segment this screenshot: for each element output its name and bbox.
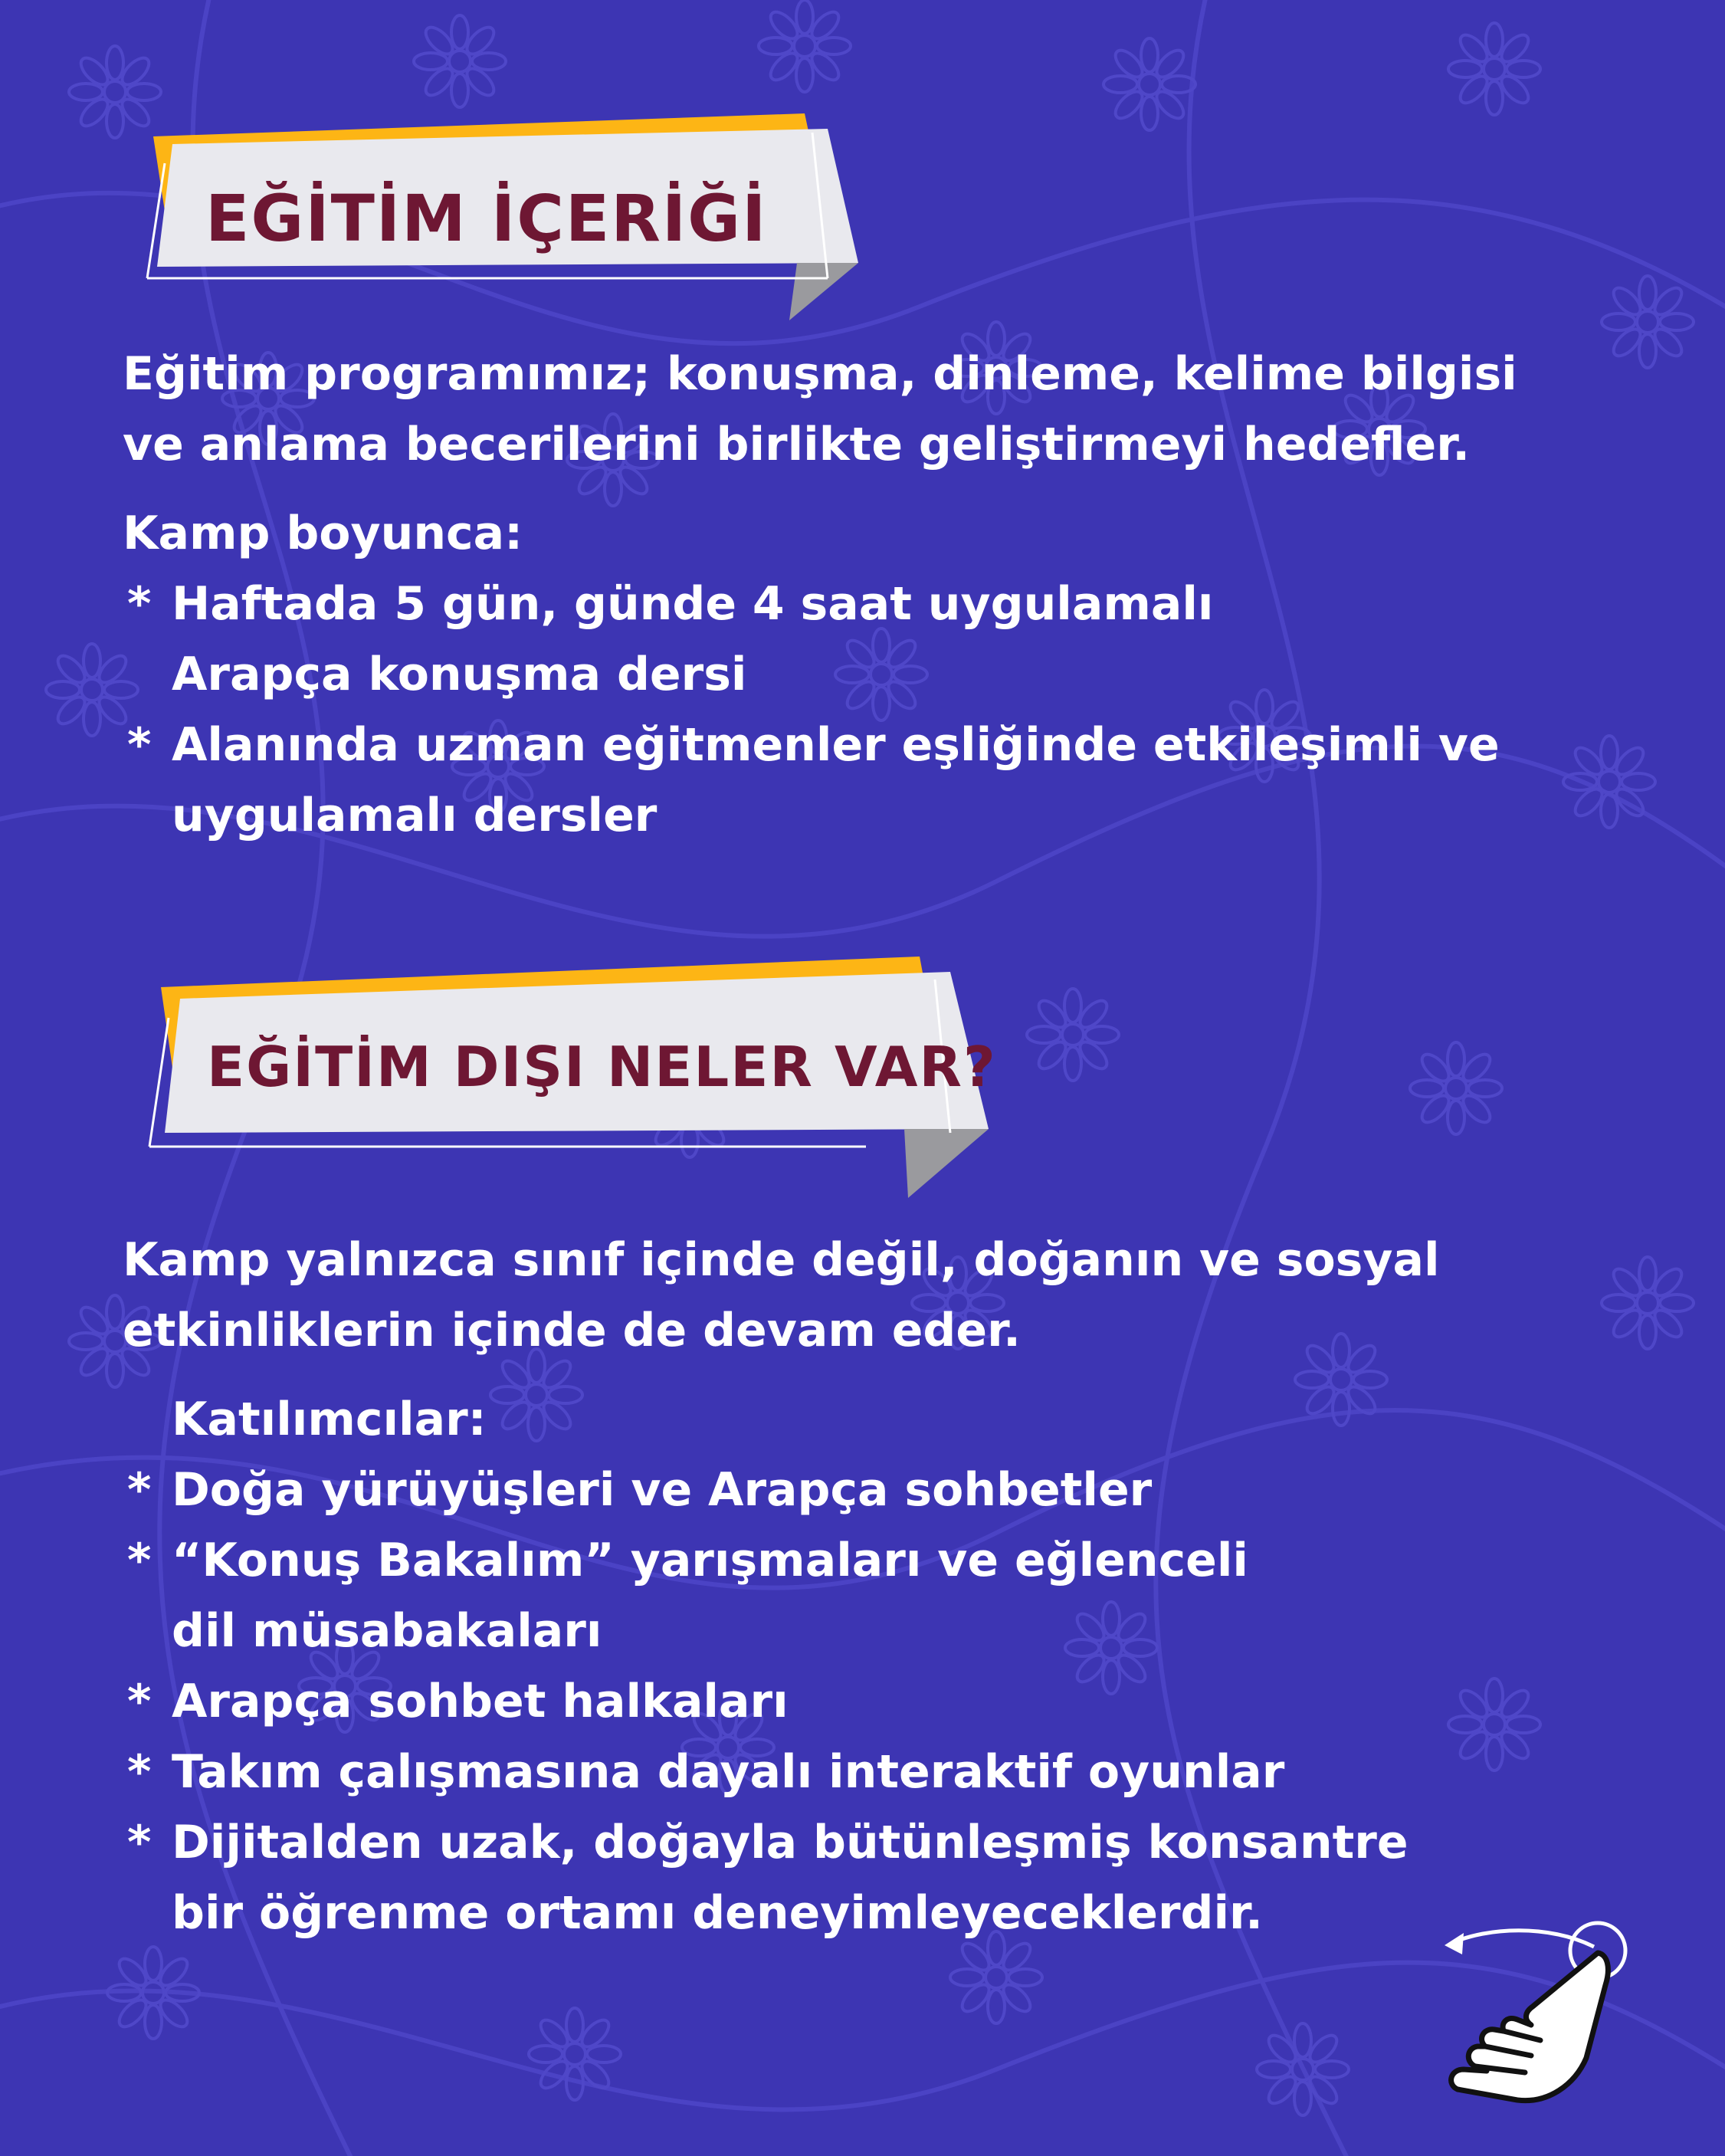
list-item [123, 710, 1500, 851]
pattern-petal [1141, 97, 1158, 130]
list-heading: Katılımcılar: [172, 1393, 487, 1446]
list-item-line: dil müsabakaları [172, 1604, 602, 1658]
pattern-petal [1448, 61, 1482, 77]
pattern-petal [1294, 2023, 1311, 2057]
bullet-marker: * [127, 1534, 152, 1587]
pattern-petal [107, 1295, 123, 1329]
pattern-petal [472, 53, 506, 70]
pattern-petal [1486, 23, 1503, 57]
list-item-line: uygulamalı dersler [172, 789, 658, 842]
bullet-marker: * [127, 1675, 152, 1728]
list-item-line: Arapça sohbet halkaları [172, 1675, 789, 1728]
pattern-flower [1139, 74, 1160, 95]
pattern-petal [1257, 2061, 1290, 2078]
pattern-flower [1599, 771, 1620, 793]
list-item-line: Alanında uzman eğitmenler eşliğinde etkileşimli ve [172, 718, 1500, 772]
list-item [123, 1807, 1409, 1948]
pattern-petal [69, 84, 103, 100]
pattern-petal [1507, 61, 1540, 77]
pattern-flower [794, 35, 815, 57]
bullet-marker: * [127, 577, 152, 631]
list-item [123, 1455, 1409, 1525]
pattern-petal [1104, 76, 1137, 93]
list-item [123, 1737, 1409, 1807]
pattern-petal [1294, 2082, 1311, 2115]
bullet-marker: * [127, 718, 152, 772]
pattern-flower [1637, 311, 1658, 333]
list-item [123, 1525, 1409, 1666]
pattern-petal [1639, 1257, 1656, 1291]
pattern-petal [817, 38, 851, 54]
list-heading: Kamp boyunca: [123, 507, 523, 560]
pattern-petal [1064, 989, 1081, 1022]
feature-list [123, 498, 1500, 851]
pattern-petal [1486, 81, 1503, 115]
pattern-petal [451, 74, 468, 107]
pattern-petal [1507, 1716, 1540, 1733]
list-item-line: bir öğrenme ortamı deneyimleyeceklerdir. [172, 1886, 1263, 1940]
list-item [123, 1666, 1409, 1737]
list-item [123, 569, 1500, 710]
list-item-line: Takım çalışmasına dayalı interaktif oyunlar [172, 1745, 1285, 1799]
list-item-line: Dijitalden uzak, doğayla bütünleşmiş konsantre [172, 1816, 1409, 1869]
section-title: EĞİTİM DIŞI NELER VAR? [207, 1035, 997, 1099]
pattern-petal [1064, 1047, 1081, 1081]
pattern-flower [449, 51, 471, 72]
pattern-petal [107, 1354, 123, 1387]
swipe-hand-icon[interactable] [1433, 1893, 1632, 2108]
pattern-petal [1622, 773, 1655, 790]
section-title: EĞİTİM İÇERİĞİ [205, 181, 768, 256]
pattern-petal [950, 1969, 984, 1986]
pattern-flower [81, 679, 103, 701]
pattern-petal [529, 2046, 562, 2062]
pattern-petal [1486, 1679, 1503, 1712]
bullet-marker: * [127, 1463, 152, 1517]
intro-line: ve anlama becerilerini birlikte geliştirmeyi hedefler. [123, 418, 1471, 471]
intro-paragraph [123, 1225, 1440, 1366]
intro-line: etkinliklerin içinde de devam eder. [123, 1304, 1021, 1357]
pattern-petal [587, 2046, 621, 2062]
pattern-petal [1448, 1716, 1482, 1733]
pattern-petal [1468, 1080, 1502, 1097]
list-item-line: Doğa yürüyüşleri ve Arapça sohbetler [172, 1463, 1153, 1517]
pattern-petal [451, 15, 468, 49]
pattern-flower [1484, 58, 1505, 80]
pattern-petal [1639, 1315, 1656, 1349]
section-banner-education-content [138, 106, 874, 324]
intro-paragraph [123, 339, 1517, 480]
list-item-line: Haftada 5 gün, günde 4 saat uygulamalı [172, 577, 1214, 631]
pattern-petal [1601, 736, 1618, 770]
list-item-line: Arapça konuşma dersi [172, 648, 747, 701]
pattern-petal [84, 702, 100, 736]
pattern-petal [1141, 38, 1158, 72]
pattern-petal [414, 53, 448, 70]
pattern-petal [107, 104, 123, 138]
pattern-petal [1027, 1026, 1061, 1043]
pattern-flower [985, 1967, 1007, 1988]
pattern-petal [1639, 276, 1656, 310]
pattern-petal [145, 2005, 162, 2039]
pattern-flower [1637, 1292, 1658, 1314]
pattern-petal [69, 1333, 103, 1350]
pattern-petal [127, 84, 161, 100]
pattern-petal [1448, 1101, 1464, 1134]
pattern-petal [84, 644, 100, 678]
bullet-marker: * [127, 1816, 152, 1869]
bullet-marker: * [127, 1745, 152, 1799]
pattern-petal [796, 58, 813, 92]
pattern-petal [1410, 1080, 1444, 1097]
list-item-line: “Konuş Bakalım” yarışmaları ve eğlenceli [172, 1534, 1248, 1587]
pattern-flower [1484, 1714, 1505, 1735]
pattern-petal [1601, 794, 1618, 828]
pattern-petal [107, 46, 123, 80]
pattern-petal [759, 38, 792, 54]
pattern-petal [1486, 1737, 1503, 1770]
activity-list [123, 1384, 1409, 1948]
pattern-petal [1602, 313, 1635, 330]
pattern-petal [566, 2008, 583, 2042]
pattern-petal [988, 1990, 1005, 2023]
pattern-petal [1639, 334, 1656, 368]
pattern-petal [46, 681, 80, 698]
pattern-petal [1315, 2061, 1349, 2078]
intro-line: Eğitim programımız; konuşma, dinleme, kelime bilgisi [123, 347, 1517, 401]
pattern-petal [1602, 1295, 1635, 1311]
pattern-petal [1008, 1969, 1042, 1986]
pattern-petal [796, 0, 813, 34]
pattern-petal [145, 1947, 162, 1980]
pattern-flower [1062, 1024, 1084, 1045]
pattern-petal [1660, 313, 1694, 330]
intro-line: Kamp yalnızca sınıf içinde değil, doğanın ve sosyal [123, 1233, 1440, 1287]
pattern-flower [1445, 1078, 1467, 1099]
pattern-petal [1085, 1026, 1119, 1043]
pattern-petal [1448, 1042, 1464, 1076]
pattern-flower [564, 2043, 585, 2065]
section-banner-extracurricular [138, 949, 996, 1202]
pattern-flower [104, 81, 126, 103]
pattern-petal [1660, 1295, 1694, 1311]
